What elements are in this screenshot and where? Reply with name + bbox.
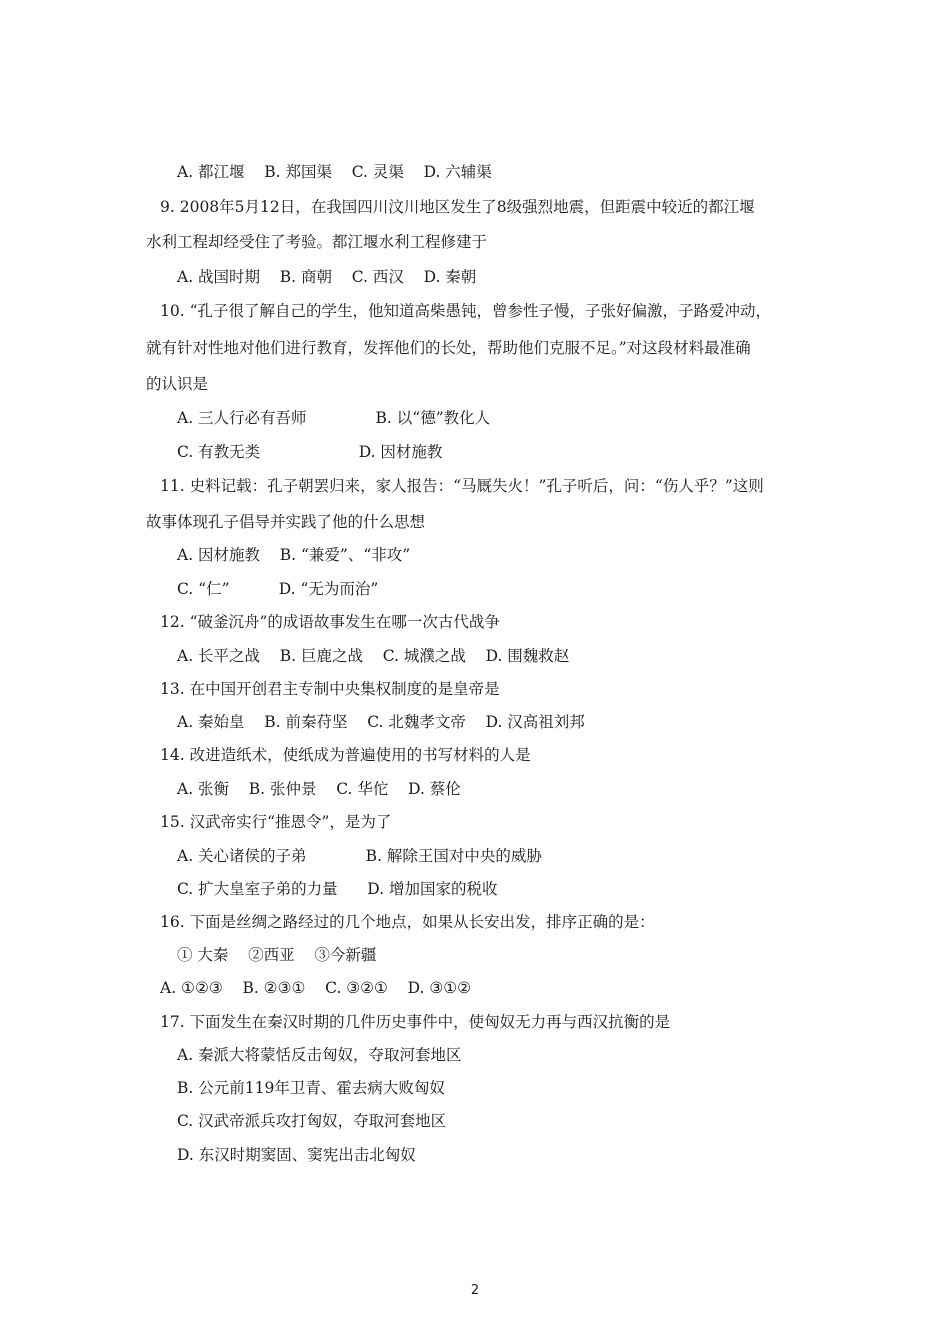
q12-options: A. 长平之战 B. 巨鹿之战 C. 城濮之战 D. 围魏救赵	[177, 647, 570, 665]
q15-options-row1: A. 关心诸侯的子弟 B. 解除王国对中央的威胁	[177, 847, 542, 865]
q16-places: ① 大秦 ②西亚 ③今新疆	[177, 946, 377, 964]
q11-options-row1: A. 因材施教 B. “兼爱”、“非攻”	[177, 546, 411, 564]
q11-options-row2: C. “仁” D. “无为而治”	[177, 580, 379, 598]
q11-stem-line1: 11. 史料记载：孔子朝罢归来，家人报告：“马厩失火！”孔子听后，问：“伤人乎？”这则	[160, 477, 764, 495]
q8-options: A. 都江堰 B. 郑国渠 C. 灵渠 D. 六辅渠	[177, 163, 492, 181]
q12-stem: 12. “破釜沉舟”的成语故事发生在哪一次古代战争	[160, 613, 500, 631]
q15-options-row2: C. 扩大皇室子弟的力量 D. 增加国家的税收	[177, 880, 498, 898]
q17-stem: 17. 下面发生在秦汉时期的几件历史事件中，使匈奴无力再与西汉抗衡的是	[160, 1013, 671, 1031]
q13-options: A. 秦始皇 B. 前秦苻坚 C. 北魏孝文帝 D. 汉高祖刘邦	[177, 713, 585, 731]
q14-options: A. 张衡 B. 张仲景 C. 华佗 D. 蔡伦	[177, 780, 461, 798]
q9-stem-line1: 9. 2008年5月12日，在我国四川汶川地区发生了8级强烈地震，但距震中较近的都江堰	[160, 198, 755, 216]
q10-stem-line2: 就有针对性地对他们进行教育，发挥他们的长处，帮助他们克服不足。”对这段材料最准确	[146, 339, 751, 357]
q9-options: A. 战国时期 B. 商朝 C. 西汉 D. 秦朝	[177, 268, 477, 286]
q17-option-a: A. 秦派大将蒙恬反击匈奴，夺取河套地区	[177, 1046, 462, 1064]
q15-stem: 15. 汉武帝实行“推恩令”，是为了	[160, 813, 392, 831]
q13-stem: 13. 在中国开创君主专制中央集权制度的是皇帝是	[160, 680, 500, 698]
q16-options: A. ①②③ B. ②③① C. ③②① D. ③①②	[160, 979, 472, 997]
q17-option-d: D. 东汉时期窦固、窦宪出击北匈奴	[177, 1146, 416, 1164]
q10-stem-line3: 的认识是	[146, 375, 209, 393]
q9-stem-line2: 水利工程却经受住了考验。都江堰水利工程修建于	[146, 233, 488, 251]
page-number: 2	[470, 1283, 480, 1298]
q10-options-row2: C. 有教无类 D. 因材施教	[177, 443, 443, 461]
q11-stem-line2: 故事体现孔子倡导并实践了他的什么思想	[146, 513, 426, 531]
q10-options-row1: A. 三人行必有吾师 B. 以“德”教化人	[177, 409, 491, 427]
q16-stem: 16. 下面是丝绸之路经过的几个地点，如果从长安出发，排序正确的是：	[160, 913, 655, 931]
q10-stem-line1: 10. “孔子很了解自己的学生，他知道高柴愚钝，曾参性子慢，子张好偏激，子路爱冲动，	[160, 302, 772, 320]
q17-option-c: C. 汉武帝派兵攻打匈奴，夺取河套地区	[177, 1112, 447, 1130]
q17-option-b: B. 公元前119年卫青、霍去病大败匈奴	[177, 1079, 445, 1097]
q14-stem: 14. 改进造纸术，使纸成为普遍使用的书写材料的人是	[160, 746, 531, 764]
